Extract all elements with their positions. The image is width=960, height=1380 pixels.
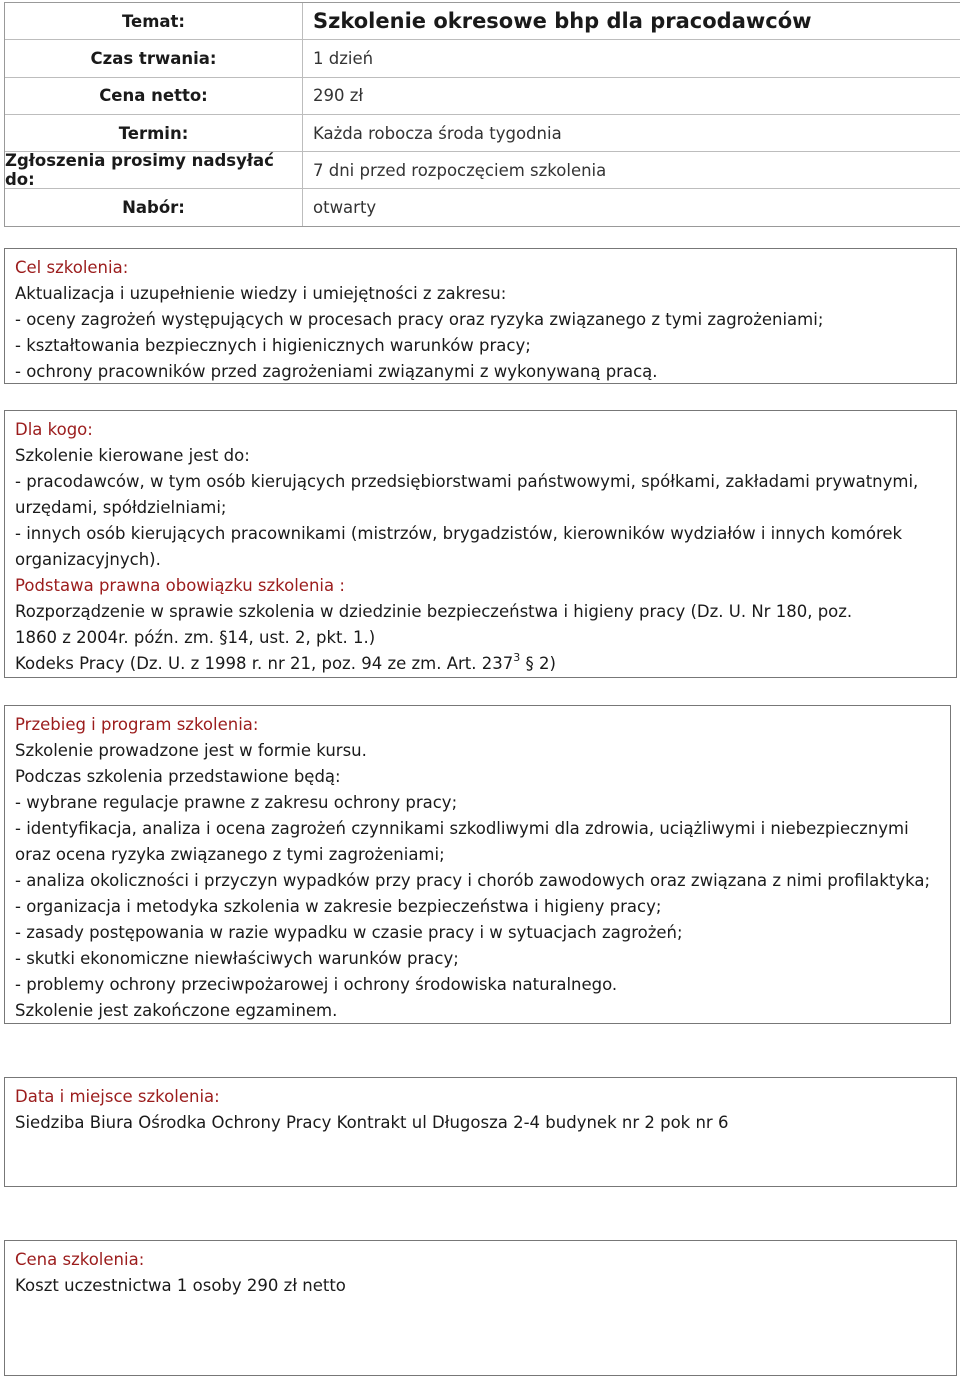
info-label: Czas trwania: [5,40,303,76]
text-line: oraz ocena ryzyka związanego z tymi zagrożeniami; [15,845,445,864]
text-line: Siedziba Biura Ośrodka Ochrony Pracy Kontrakt ul Długosza 2-4 budynek nr 2 pok nr 6 [15,1113,729,1132]
text-line: - organizacja i metodyka szkolenia w zakresie bezpieczeństwa i higieny pracy; [15,897,662,916]
text-line: - zasady postępowania w razie wypadku w czasie pracy i w sytuacjach zagrożeń; [15,923,683,942]
section-heading: Cel szkolenia: [15,258,129,277]
text-line: 1860 z 2004r. późn. zm. §14, ust. 2, pkt. 1.) [15,628,376,647]
info-label: Termin: [5,115,303,151]
section-price [4,1240,957,1376]
info-label: Temat: [5,3,303,39]
text-line: - problemy ochrony przeciwpożarowej i ochrony środowiska naturalnego. [15,975,618,994]
text-line: Szkolenie prowadzone jest w formie kursu. [15,741,367,760]
text-line: - innych osób kierujących pracownikami (mistrzów, brygadzistów, kierowników wydziałów i innych komórek [15,524,903,543]
course-title: Szkolenie okresowe bhp dla pracodawców [313,9,812,34]
kodeks-text: Kodeks Pracy (Dz. U. z 1998 r. nr 21, poz. 94 ze zm. Art. 237 [15,654,514,673]
text-line: Podczas szkolenia przedstawione będą: [15,767,341,786]
text-line: - kształtowania bezpiecznych i higienicznych warunków pracy; [15,336,531,355]
info-value: 7 dni przed rozpoczęciem szkolenia [313,160,607,180]
section-date-place [4,1077,957,1187]
info-value: Każda robocza środa tygodnia [313,123,562,143]
text-line: urzędami, spółdzielniami; [15,498,227,517]
legal-basis-heading: Podstawa prawna obowiązku szkolenia : [15,576,345,595]
section-heading: Cena szkolenia: [15,1250,145,1269]
kodeks-line [15,651,946,677]
info-row-applications [5,152,960,189]
section-heading: Dla kogo: [15,420,93,439]
text-line: Szkolenie kierowane jest do: [15,446,250,465]
info-row-price [5,78,960,115]
superscript: 3 [513,650,521,664]
text-line: - pracodawców, w tym osób kierujących przedsiębiorstwami państwowymi, spółkami, zakładami prywatnymi, [15,472,919,491]
text-line: - skutki ekonomiczne niewłaściwych warunków pracy; [15,949,459,968]
text-line: - oceny zagrożeń występujących w procesach pracy oraz ryzyka związanego z tymi zagrożeniami; [15,310,824,329]
section-goal [4,248,957,384]
text-line: Szkolenie jest zakończone egzaminem. [15,1001,338,1020]
section-audience [4,410,957,678]
text-line: Rozporządzenie w sprawie szkolenia w dziedzinie bezpieczeństwa i higieny pracy (Dz. U. Nr 180, poz. [15,602,853,621]
text-line: Aktualizacja i uzupełnienie wiedzy i umiejętności z zakresu: [15,284,507,303]
info-value: otwarty [313,198,377,218]
text-line: - wybrane regulacje prawne z zakresu ochrony pracy; [15,793,458,812]
info-row-enrollment [5,189,960,225]
text-line: Koszt uczestnictwa 1 osoby 290 zł netto [15,1276,346,1295]
info-value: 1 dzień [313,48,374,68]
info-row-term [5,115,960,152]
info-value: 290 zł [313,86,364,106]
kodeks-text-end: § 2) [520,654,556,673]
text-line: - identyfikacja, analiza i ocena zagrożeń czynnikami szkodliwymi dla zdrowia, uciążliwymi i niebezpiecznymi [15,819,909,838]
course-info-table [4,2,960,227]
info-row-duration [5,40,960,77]
text-line: organizacyjnych). [15,550,161,569]
text-line: - ochrony pracowników przed zagrożeniami związanymi z wykonywaną pracą. [15,362,658,381]
info-label: Cena netto: [5,78,303,114]
info-row-topic [5,3,960,40]
section-heading: Data i miejsce szkolenia: [15,1087,220,1106]
info-label: Zgłoszenia prosimy nadsyłać do: [5,152,303,188]
section-program [4,705,951,1024]
section-heading: Przebieg i program szkolenia: [15,715,259,734]
info-label: Nabór: [5,189,303,225]
text-line: - analiza okoliczności i przyczyn wypadków przy pracy i chorób zawodowych oraz związana z nimi profilaktyka; [15,871,931,890]
